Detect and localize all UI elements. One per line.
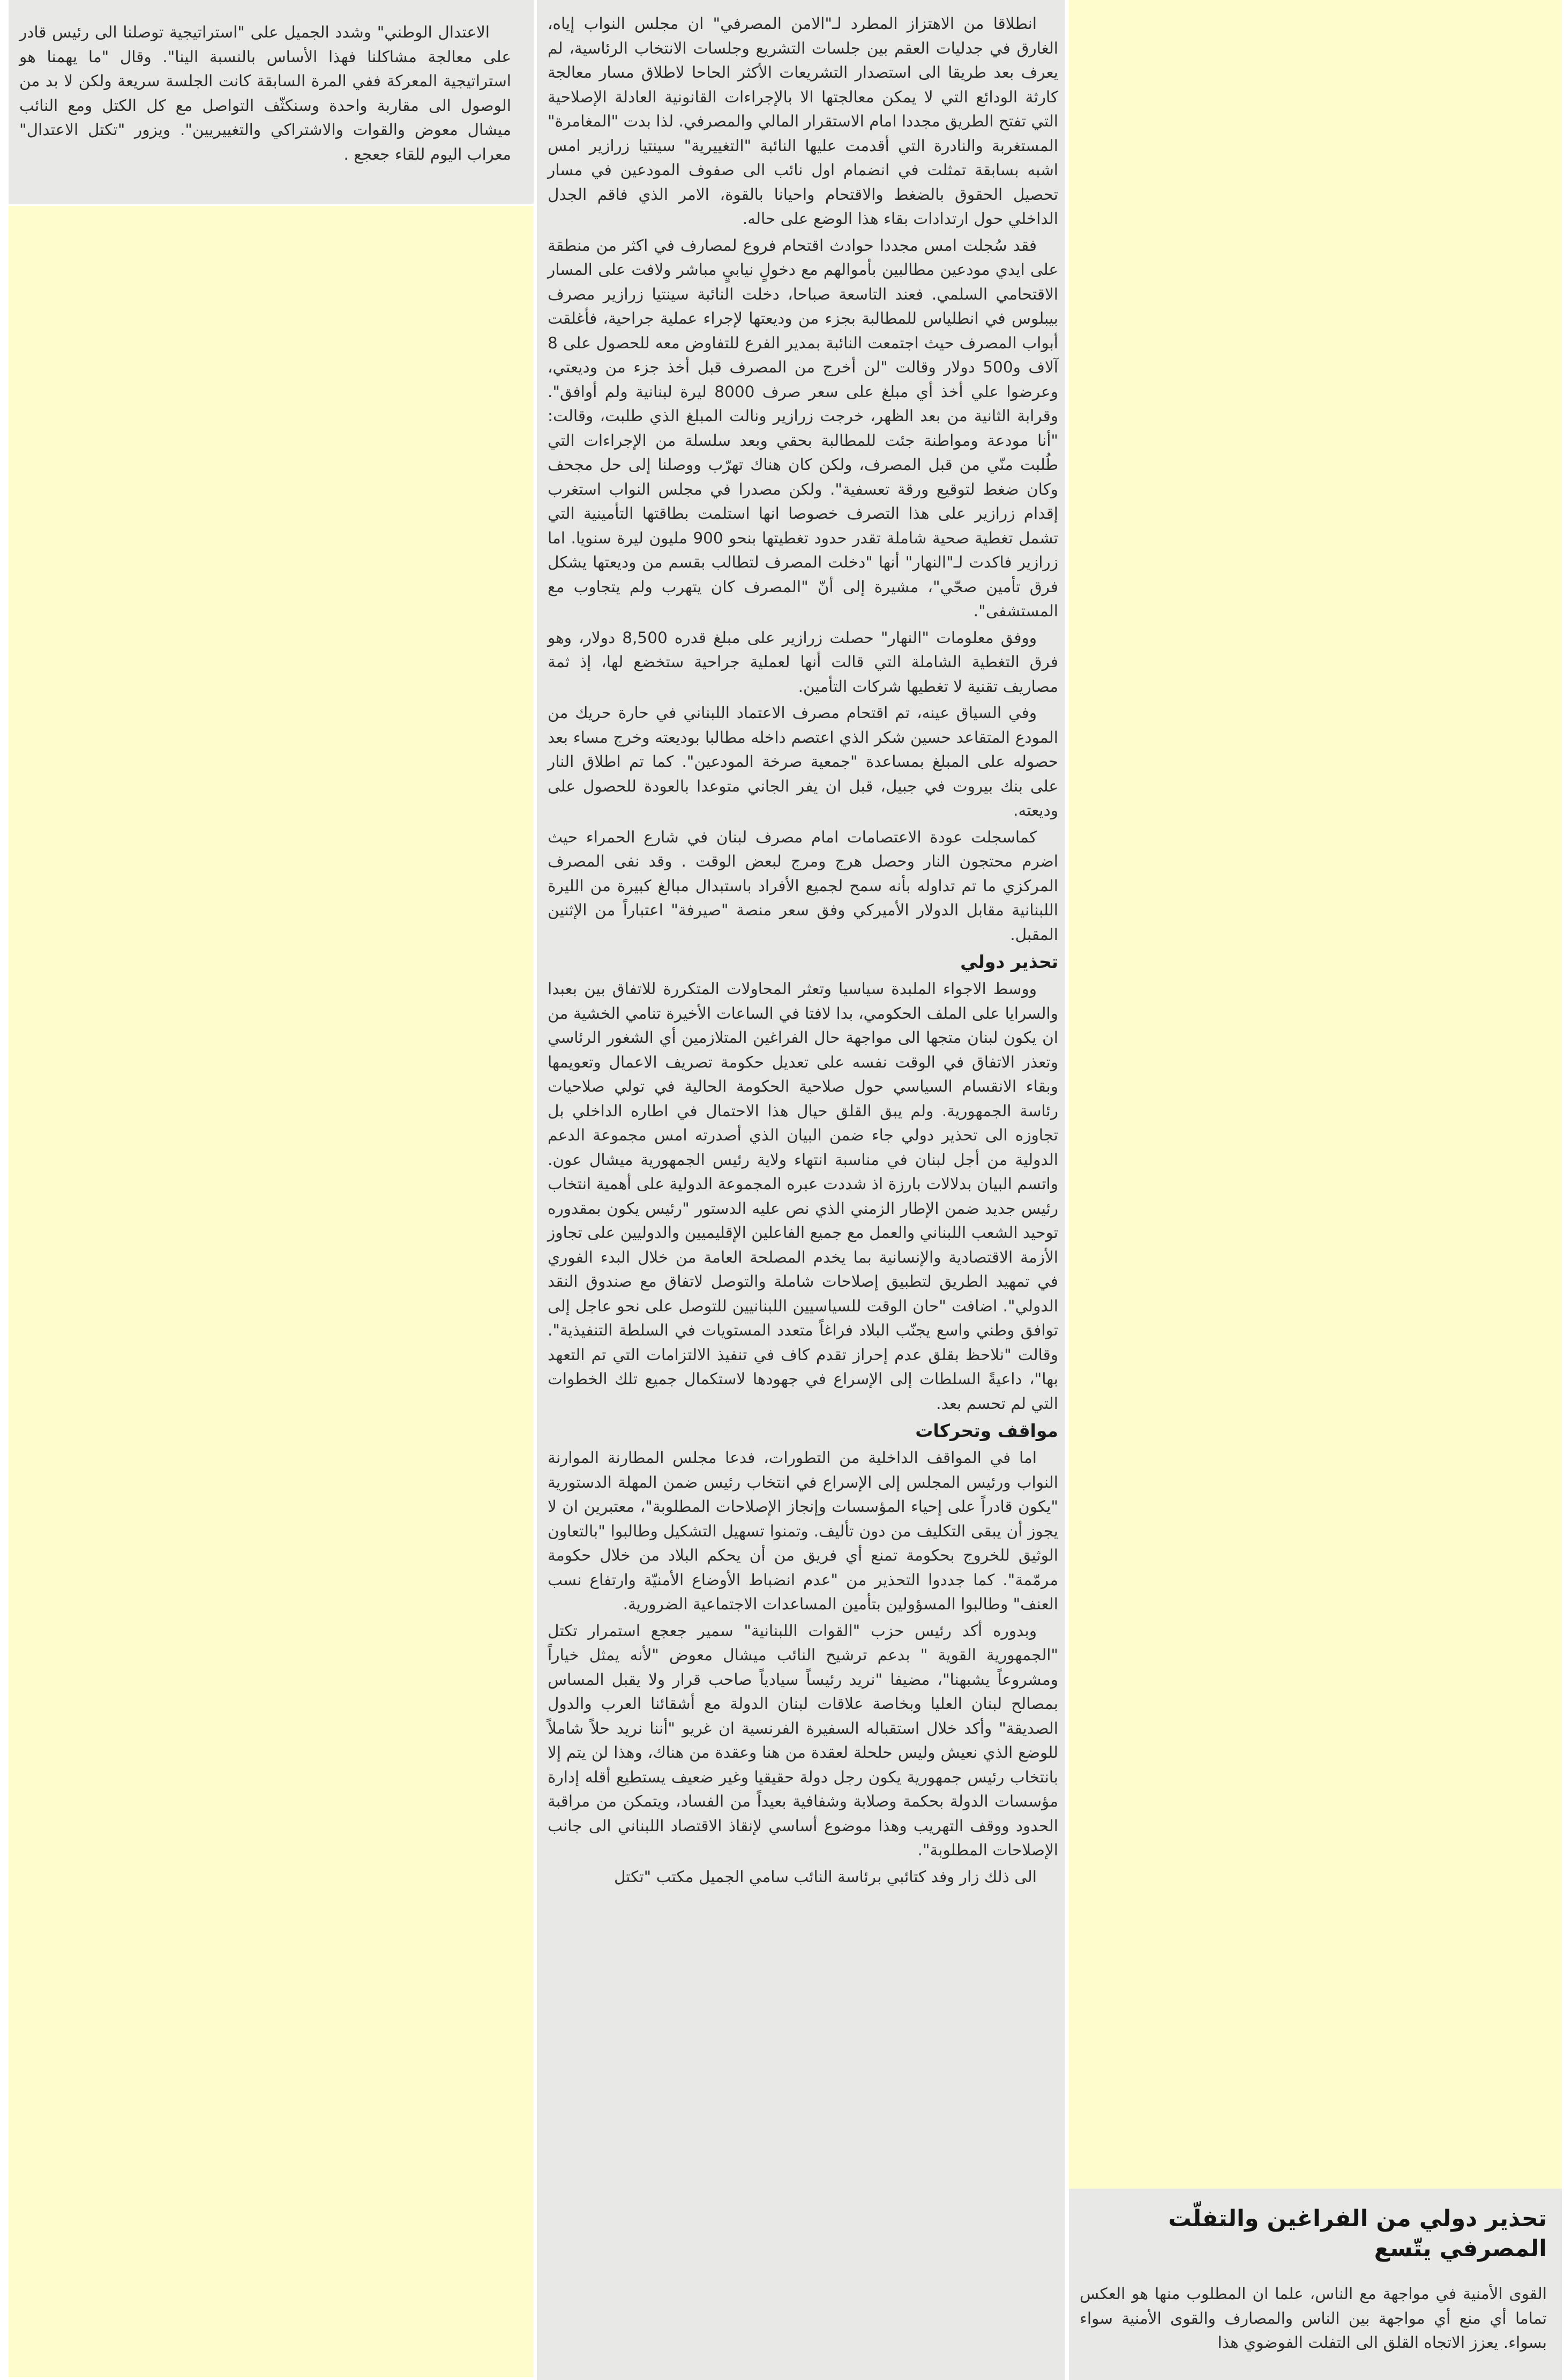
article-headline: تحذير دولي من الفراغين والتفلّت المصرفي يتّسع (1168, 2205, 1547, 2262)
headline-block (1069, 2189, 1562, 2380)
left-column-text (9, 0, 534, 204)
article-paragraph: كماسجلت عودة الاعتصامات امام مصرف لبنان في شارع الحمراء حيث اضرم محتجون النار وحصل هرج ومرج لبعض الوقت . وقد نفى المصرف المركزي ما تم تداوله بأنه سمح لجميع الأفراد باستبدال مبالغ كبيرة من الليرة اللبنانية مقابل الدولار الأميركي وفق سعر منصة "صيرفة" اعتباراً من الإثنين المقبل. (548, 827, 1058, 944)
article-paragraph: ووفق معلومات "النهار" حصلت زرازير على مبلغ قدره 8,500 دولار، وهو فرق التغطية الشاملة التي قالت أنها لعملية جراحية ستخضع لها، إذ ثمة مصاريف تقنية لا تغطيها شركات التأمين. (548, 628, 1058, 696)
section-subheading: مواقف وتحركات (915, 1420, 1058, 1441)
lead-paragraph: القوى الأمنية في مواجهة مع الناس، علما ان المطلوب منها هو العكس تماما أي منع أي مواجهة بين الناس والمصارف والقوى الأمنية سواء بسواء. يعزز الاتجاه القلق الى التفلت الفوضوي هذا (1080, 2285, 1547, 2352)
article-paragraph: الى ذلك زار وفد كتائبي برئاسة النائب سامي الجميل مكتب "تكتل (613, 1867, 1037, 1886)
article-paragraph: وبدوره أكد رئيس حزب "القوات اللبنانية" سمير جعجع استمرار تكتل "الجمهورية القوية " بدعم ترشيح النائب ميشال معوض "لأنه يمثل خياراً ومشروعاً يشبهنا"، مضيفا "نريد رئيساً سيادياً صاحب قرار ولا يقبل المساس بمصالح لبنان العليا وبخاصة علاقات لبنان الدولة مع أشقائنا العرب والدول الصديقة" وأكد خلال استقباله السفيرة الفرنسية ان غريو "أننا نريد حلاً شاملاً للوضع الذي نعيش وليس حلحلة لعقدة من هنا وعقدة من هناك، وهذا لن يتم إلا بانتخاب رئيس جمهورية يكون رجل دولة حقيقيا وغير ضعيف يستطيع أقله إدارة مؤسسات الدولة بحكمة وصلابة وشفافية بعيداً من الفساد، ويتمكن من مراقبة الحدود ووقف التهريب وهذا موضوع أساسي لإنقاذ الاقتصاد اللبناني الى جانب الإصلاحات المطلوبة". (548, 1621, 1058, 1859)
right-column-empty-panel (1069, 0, 1562, 2189)
article-paragraph: فقد سُجلت امس مجددا حوادث اقتحام فروع لمصارف في اكثر من منطقة على ايدي مودعين مطالبين بأموالهم مع دخولٍ نيابيٍ مباشر ولافت على المسار الاقتحامي السلمي. فعند التاسعة صباحا، دخلت النائبة سينتيا زرازير مصرف بيبلوس في انطلياس للمطالبة بجزء من وديعتها لإجراء عملية جراحية، فأغلقت أبواب المصرف حيث اجتمعت النائبة بمدير الفرع للتفاوض معه للحصول على 8 آلاف و500 دولار وقالت "لن أخرج من المصرف قبل أخذ جزء من وديعتي، وعرضوا علي أخذ أي مبلغ على سعر صرف 8000 ليرة لبنانية ولم أوافق". وقرابة الثانية من بعد الظهر، خرجت زرازير ونالت المبلغ الذي طلبت، وقالت: "أنا مودعة ومواطنة جئت للمطالبة بحقي وبعد سلسلة من الإجراءات التي طُلبت منّي من قبل المصرف، ولكن كان هناك تهرّب ووصلنا إلى حل مجحف وكان ضغط لتوقيع ورقة تعسفية". ولكن مصدرا في مجلس النواب استغرب إقدام زرازير على هذا التصرف خصوصا انها استلمت بطاقتها التأمينية التي تشمل تغطية صحية شاملة تقدر حدود تغطيتها بنحو 900 مليون ليرة سنويا. اما زرازير فاكدت لـ"النهار" أنها "دخلت المصرف لتطالب بقسم من وديعتها يشكل فرق تأمين صحّي"، مشيرة إلى أنّ "المصرف كان يتهرب ولم يتجاوب مع المستشفى". (548, 236, 1059, 620)
left-column-empty-panel (9, 206, 534, 2377)
article-paragraph: وفي السياق عينه، تم اقتحام مصرف الاعتماد اللبناني في حارة حريك من المودع المتقاعد حسين شكر الذي اعتصم داخله مطالبا بوديعته وخرج مساء بعد حصوله على المبلغ بمساعدة "جمعية صرخة المودعين". كما تم اطلاق النار على بنك بيروت في جبيل، قبل ان يفر الجاني متوعدا بالعودة للحصول على وديعته. (548, 704, 1058, 819)
article-paragraph: اما في المواقف الداخلية من التطورات، فدعا مجلس المطارنة الموارنة النواب ورئيس المجلس إلى الإسراع في انتخاب رئيس ضمن المهلة الدستورية "يكون قادراً على إحياء المؤسسات وإنجاز الإصلاحات المطلوبة"، معتبرين ان لا يجوز أن يبقى التكليف من دون تأليف. وتمنوا تسهيل التشكيل وطالبوا "بالتعاون الوثيق للخروج بحكومة تمنع أي فريق من أن يحكم البلاد من خلال حكومة مرمّمة". كما جددوا التحذير من "عدم انضباط الأوضاع الأمنيّة وارتفاع نسب العنف" وطالبوا المسؤولين بتأمين المساعدات الاجتماعية الضرورية. (548, 1449, 1058, 1613)
left-paragraph: الاعتدال الوطني" وشدد الجميل على "استراتيجية توصلنا الى رئيس قادر على معالجة مشاكلنا فهذا الأساس بالنسبة الينا". وقال "ما يهمنا هو استراتيجية المعركة ففي المرة السابقة كانت الجلسة سريعة ولكن لا بد من الوصول الى مقاربة واحدة وسنكثّف التواصل مع كل الكتل ومع النائب ميشال معوض والقوات والاشتراكي والتغييريين". ويزور "تكتل الاعتدال" معراب اليوم للقاء جعجع . (19, 23, 511, 163)
article-paragraph: انطلاقا من الاهتزاز المطرد لـ"الامن المصرفي" ان مجلس النواب إياه، الغارق في جدليات العقم بين جلسات التشريع وجلسات الانتخاب الرئاسية، لم يعرف بعد طريقا الى استصدار التشريعات الأكثر الحاحا لاطلاق مسار معالجة كارثة الودائع التي لا يمكن معالجتها الا بالإجراءات القانونية العادلة الإصلاحية التي تفتح الطريق مجددا امام الاستقرار المالي والمصرفي. لذا بدت "المغامرة" المستغربة والنادرة التي أقدمت عليها النائبة "التغييرية" سينتيا زرازير امس اشبه بسابقة تمثلت في انضمام اول نائب الى صفوف المودعين في مسار تحصيل الحقوق بالضغط والاقتحام واحيانا بالقوة، الامر الذي فاقم الجدل الداخلي حول ارتدادات بقاء هذا الوضع على حاله. (548, 14, 1058, 228)
article-paragraph: ووسط الاجواء الملبدة سياسيا وتعثر المحاولات المتكررة للاتفاق بين بعبدا والسرايا على الملف الحكومي، بدا لافتا في الساعات الأخيرة تنامي الخشية من ان يكون لبنان متجها الى مواجهة حال الفراغين المتلازمين أي الشغور الرئاسي وتعذر الاتفاق في الوقت نفسه على تعديل حكومة تصريف الاعمال وتعويمها وبقاء الانقسام السياسي حول صلاحية الحكومة الحالية في تولي صلاحيات رئاسة الجمهورية. ولم يبق القلق حيال هذا الاحتمال في اطاره الداخلي بل تجاوزه الى تحذير دولي جاء ضمن البيان الذي أصدرته امس مجموعة الدعم الدولية من أجل لبنان في مناسبة انتهاء ولاية رئيس الجمهورية ميشال عون. واتسم البيان بدلالات بارزة اذ شددت عبره المجموعة الدولية على أهمية انتخاب رئيس جديد ضمن الإطار الزمني الذي نص عليه الدستور "رئيس يكون بمقدوره توحيد الشعب اللبناني والعمل مع جميع الفاعلين الإقليميين والدوليين على تجاوز الأزمة الاقتصادية والإنسانية بما يخدم المصلحة العامة من خلال البدء الفوري في تمهيد الطريق لتطبيق إصلاحات شاملة والتوصل لاتفاق مع صندوق النقد الدولي". اضافت "حان الوقت للسياسيين اللبنانيين للتوصل على نحو عاجل إلى توافق وطني واسع يجنّب البلاد فراغاً متعدد المستويات في السلطة التنفيذية". وقالت "نلاحظ بقلق عدم إحراز تقدم كاف في تنفيذ الالتزامات التي تم التعهد بها"، داعيةً السلطات إلى الإسراع في جهودها لاستكمال جميع تلك الخطوات التي لم تحسم بعد. (548, 980, 1058, 1413)
article-body-column (537, 0, 1065, 2380)
section-subheading: تحذير دولي (960, 951, 1058, 972)
